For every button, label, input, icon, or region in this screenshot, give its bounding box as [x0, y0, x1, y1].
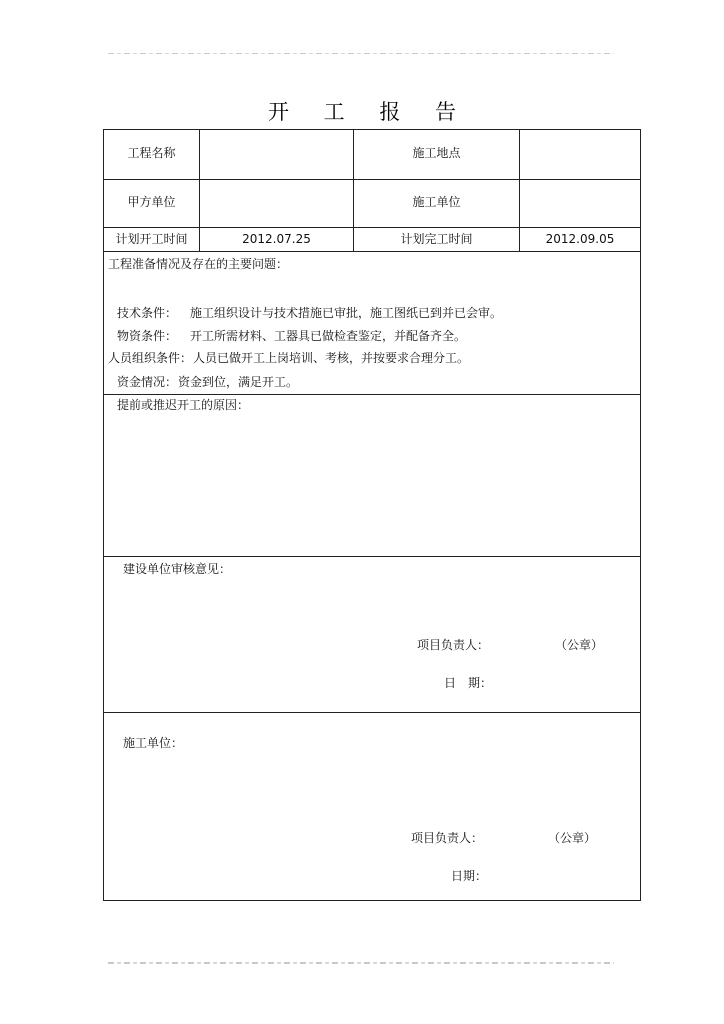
owner-manager-label: 项目负责人： — [417, 638, 490, 652]
reason-heading: 提前或推迟开工的原因： — [117, 398, 250, 412]
row-divider — [104, 251, 640, 252]
owner-date-label: 日 期： — [444, 676, 493, 690]
builder-date-label: 日期： — [451, 869, 488, 883]
construction-site-field[interactable] — [520, 130, 640, 179]
tech-condition-text: 施工组织设计与技术措施已审批，施工图纸已到并已会审。 — [190, 306, 503, 320]
project-name-label: 工程名称 — [127, 146, 176, 160]
planned-finish-value: 2012.09.05 — [545, 232, 615, 246]
construction-site-label: 施工地点 — [412, 146, 461, 160]
row-divider — [104, 394, 640, 395]
reason-field[interactable] — [104, 415, 640, 555]
row-divider — [104, 712, 640, 713]
builder-manager-label: 项目负责人： — [411, 831, 484, 845]
funding-condition-text: 资金到位，满足开工。 — [178, 375, 299, 389]
planned-start-label: 计划开工时间 — [115, 232, 188, 246]
owner-unit-field[interactable] — [200, 180, 353, 227]
material-condition-label: 物资条件： — [117, 329, 178, 343]
page-title: 开 工 报 告 — [267, 100, 471, 124]
material-condition-text: 开工所需材料、工器具已做检查鉴定，并配备齐全。 — [190, 329, 467, 343]
owner-seal-label: （公章） — [555, 638, 604, 652]
row-divider — [104, 227, 640, 228]
builder-heading: 施工单位： — [123, 736, 184, 750]
builder-seal-label: （公章） — [548, 831, 597, 845]
report-form — [103, 129, 641, 901]
scan-noise-top — [108, 53, 614, 54]
project-name-field[interactable] — [200, 130, 353, 179]
tech-condition-label: 技术条件： — [117, 306, 178, 320]
owner-unit-label: 甲方单位 — [127, 195, 176, 209]
planned-finish-label: 计划完工时间 — [400, 232, 473, 246]
staff-condition-text: 人员已做开工上岗培训、考核，并按要求合理分工。 — [193, 351, 470, 365]
planned-start-value: 2012.07.25 — [242, 232, 311, 246]
builder-unit-label: 施工单位 — [412, 195, 461, 209]
row-divider — [104, 556, 640, 557]
builder-unit-field[interactable] — [520, 180, 640, 227]
funding-condition-label: 资金情况： — [117, 375, 178, 389]
owner-review-heading: 建设单位审核意见： — [123, 562, 232, 576]
scan-noise-bottom — [108, 962, 614, 964]
staff-condition-label: 人员组织条件： — [108, 351, 193, 365]
preparation-heading: 工程准备情况及存在的主要问题： — [108, 257, 289, 271]
